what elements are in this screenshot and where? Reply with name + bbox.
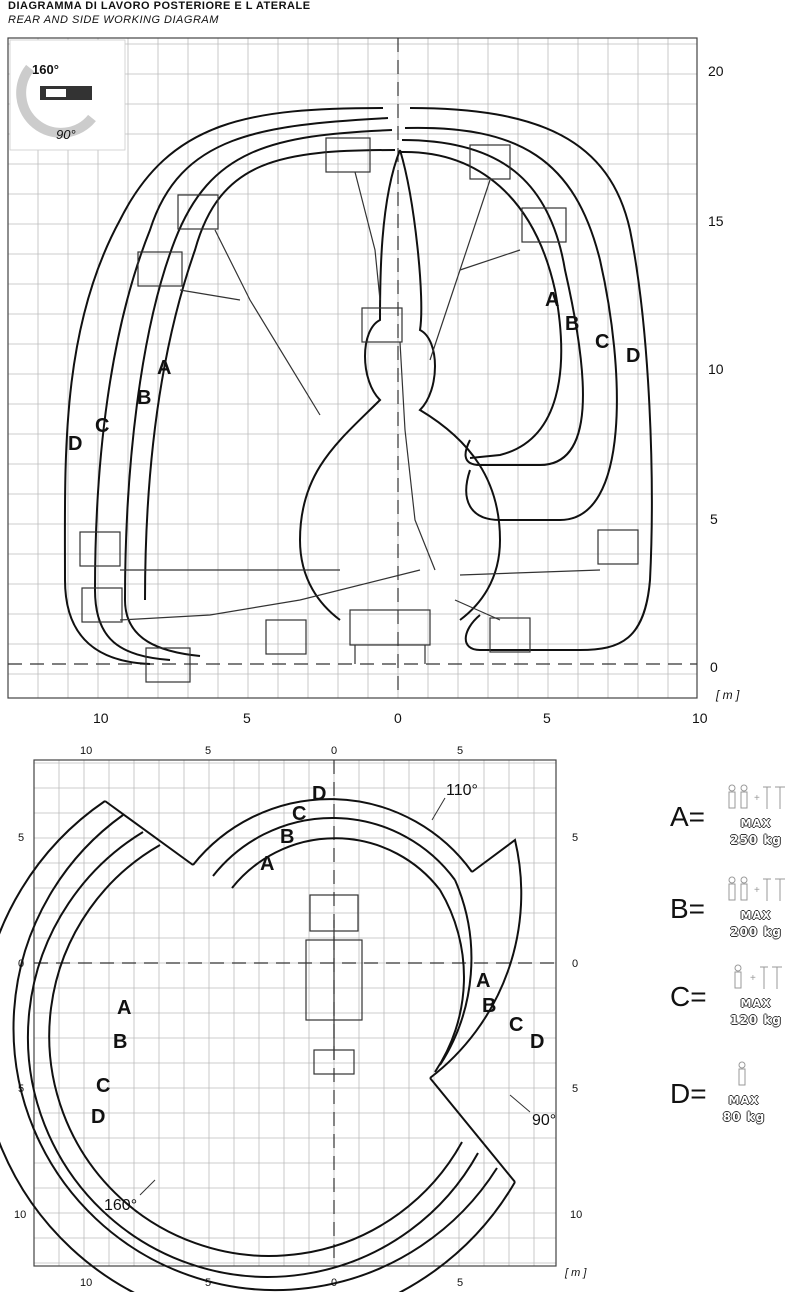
boom-left-ground: [120, 570, 420, 620]
boom-right-jib: [460, 250, 520, 270]
top-y-tick-0-left: 0: [18, 958, 25, 970]
top-y-tick-0-right: 0: [572, 958, 579, 970]
x-tick-0: 0: [394, 710, 402, 726]
top-x-ticks-bottom: [80, 1277, 463, 1289]
top-label-b-left: B: [113, 1031, 128, 1053]
top-x-tick-10: 10: [80, 745, 93, 757]
top-x-tick-5-right-bottom: 5: [457, 1277, 464, 1289]
top-label-a-left: A: [117, 997, 132, 1019]
ring-b-right: [435, 890, 464, 1072]
legend-row-c: [670, 963, 795, 1043]
top-y-tick-5-top-right: 5: [572, 832, 579, 844]
boom-left-jib: [180, 290, 240, 300]
top-x-tick-5-right: 5: [457, 745, 464, 757]
top-unit-label: [ m ]: [565, 1267, 587, 1279]
basket-right-mid: [522, 208, 566, 242]
top-y-tick-10-right: 10: [570, 1209, 583, 1221]
svg-text:+: +: [750, 973, 756, 984]
legend-load-d: 80 kg: [722, 1110, 766, 1124]
top-y-ticks-right: [570, 832, 582, 1221]
top-y-tick-5-top-left: 5: [18, 832, 25, 844]
x-tick-5-left: 5: [243, 710, 251, 726]
top-label-d-left: D: [91, 1106, 106, 1128]
boom-vertical: [400, 342, 435, 570]
side-envelopes: [65, 108, 652, 664]
legend-row-a: [670, 783, 795, 863]
angle-110: 110°: [446, 782, 478, 799]
two-persons-plus-tools-icon: [722, 875, 792, 903]
page-title: DIAGRAMMA DI LAVORO POSTERIORE E L ATERALE: [8, 0, 311, 12]
chassis-side: [350, 610, 430, 645]
x-tick-5-right: 5: [543, 710, 551, 726]
ring-c-left: [14, 815, 497, 1290]
legend-max-b: MAX: [740, 909, 772, 922]
top-angle-labels: [104, 782, 556, 1214]
legend-load-a: 250 kg: [730, 833, 782, 847]
legend-load-b: 200 kg: [730, 925, 782, 939]
top-x-tick-10-bottom: 10: [80, 1277, 93, 1289]
legend-letter-c: C=: [670, 981, 707, 1012]
y-tick-10: 10: [708, 361, 724, 377]
basket-left-mid: [138, 252, 182, 286]
side-unit-label: [ m ]: [716, 688, 740, 702]
ring-d-top: [193, 799, 472, 872]
basket-left-ground: [82, 588, 122, 622]
x-tick-10-right: 10: [692, 710, 708, 726]
basket-right-ground: [490, 618, 530, 652]
legend-load-c: 120 kg: [730, 1013, 782, 1027]
label-c-right: C: [595, 331, 610, 353]
legend-max-a: MAX: [740, 817, 772, 830]
one-person-icon: [722, 1060, 792, 1088]
y-tick-5: 5: [710, 511, 718, 527]
machine-basket-top: [310, 895, 358, 931]
ring-b-left: [28, 832, 478, 1277]
top-label-d-right: D: [530, 1031, 545, 1053]
ring-a-left: [49, 845, 462, 1256]
top-label-c-left: C: [96, 1075, 111, 1097]
ring-c-right: [440, 880, 471, 1065]
basket-top-center: [326, 138, 370, 172]
envelope-central-left: [300, 150, 400, 620]
legend-max-c: MAX: [740, 997, 772, 1010]
envelope-a-left: [145, 150, 395, 600]
top-label-a-right: A: [476, 970, 491, 992]
label-b-left: B: [137, 387, 152, 409]
legend-max-d: MAX: [728, 1094, 760, 1107]
top-x-tick-5-left: 5: [205, 745, 212, 757]
top-y-tick-5-bottom-right: 5: [572, 1083, 579, 1095]
legend-letter-a: A=: [670, 801, 706, 832]
envelope-b-left: [125, 130, 392, 656]
top-x-ticks-top: [80, 745, 463, 757]
angle-160: 160°: [104, 1197, 138, 1214]
boom-right-low: [460, 570, 600, 575]
top-y-tick-5-bottom-left: 5: [18, 1083, 25, 1095]
ring-c-top: [213, 818, 455, 880]
basket-left-low: [80, 532, 120, 566]
two-persons-plus-tools-icon: [722, 783, 792, 811]
x-tick-10-left: 10: [93, 710, 109, 726]
ring-b-top: [232, 838, 440, 890]
label-d-right: D: [626, 345, 641, 367]
side-machines: [80, 138, 641, 682]
label-a-right: A: [545, 289, 560, 311]
top-label-c-right: C: [509, 1014, 524, 1036]
legend-letter-b: B=: [670, 893, 706, 924]
basket-right-low: [598, 530, 638, 564]
top-label-a-top: A: [260, 853, 275, 875]
radial-right-bottom: [430, 1078, 515, 1182]
legend-row-b: [670, 875, 795, 955]
chassis-legs: [355, 645, 425, 664]
top-label-b-top: B: [280, 826, 295, 848]
machine-body-top: [306, 940, 362, 1020]
envelope-c-right: [405, 128, 617, 520]
ring-d-left: [0, 801, 515, 1292]
top-frame: [34, 760, 556, 1266]
legend-row-d: [670, 1060, 795, 1140]
svg-text:+: +: [754, 885, 760, 896]
top-label-d-top: D: [312, 783, 327, 805]
side-x-ticks: [93, 710, 708, 726]
top-x-tick-5-left-bottom: 5: [205, 1277, 212, 1289]
y-tick-15: 15: [708, 213, 724, 229]
top-label-c-top: C: [292, 803, 307, 825]
machine-outrigger-top: [314, 1050, 354, 1074]
ring-d-right: [430, 840, 524, 1078]
top-y-ticks-left: [14, 832, 26, 1221]
page-subtitle: REAR AND SIDE WORKING DIAGRAM: [8, 14, 219, 26]
top-label-b-right: B: [482, 995, 497, 1017]
side-y-ticks: [708, 63, 724, 675]
top-curve-labels: [91, 783, 544, 1128]
angle-90: 90°: [532, 1112, 557, 1129]
boom-upper-left: [215, 230, 320, 415]
one-person-plus-tools-icon: [722, 963, 792, 991]
boom-top-center: [355, 172, 380, 300]
top-x-tick-0: 0: [331, 745, 338, 757]
y-tick-20: 20: [708, 63, 724, 79]
svg-text:+: +: [754, 793, 760, 804]
basket-center-left-low: [266, 620, 306, 654]
top-machine: [306, 895, 362, 1074]
legend-letter-d: D=: [670, 1078, 707, 1109]
label-c-left: C: [95, 415, 110, 437]
inset-angle-90: 90°: [56, 127, 76, 142]
top-x-tick-0-bottom: 0: [331, 1277, 338, 1289]
envelope-central-right: [400, 150, 500, 620]
y-tick-0: 0: [710, 659, 718, 675]
top-y-tick-10-left: 10: [14, 1209, 27, 1221]
radial-left-top: [105, 801, 193, 865]
label-d-left: D: [68, 433, 83, 455]
top-envelopes: [0, 799, 524, 1292]
label-a-left: A: [157, 357, 172, 379]
top-grid: [34, 760, 556, 1266]
inset-angle-160: 160°: [32, 62, 59, 77]
label-b-right: B: [565, 313, 580, 335]
side-inset: [10, 40, 125, 150]
